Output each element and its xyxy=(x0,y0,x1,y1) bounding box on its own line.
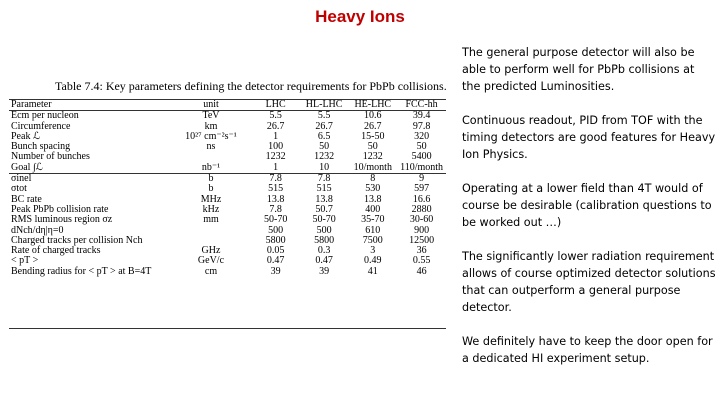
table-row xyxy=(9,174,446,185)
table-cell: Ecm per nucleon xyxy=(11,110,79,122)
table-cell: 100 xyxy=(268,141,284,153)
bullet-list xyxy=(462,44,716,384)
table-cell: 110/month xyxy=(400,161,444,173)
table-cell: 36 xyxy=(416,245,427,257)
table-cell: Bunch spacing xyxy=(11,141,71,153)
table-cell: 5.5 xyxy=(269,110,282,122)
table-cell: b xyxy=(170,174,251,185)
table-cell: 13.8 xyxy=(364,193,382,205)
table-cell: Goal ∫ℒ xyxy=(11,161,43,173)
table-cell: Peak ℒ xyxy=(11,130,41,142)
table-cell: 10/month xyxy=(353,161,392,173)
table-cell: MHz xyxy=(200,193,222,205)
bullet-item: Operating at a lower field than 4T would of course be desirable (calibration questions to be worked out …) xyxy=(462,182,712,229)
table-cell: Number of bunches xyxy=(11,151,90,163)
slide-title: Heavy Ions xyxy=(315,7,405,26)
table-cell: 7.8 xyxy=(269,203,282,215)
bullet-item: Continuous readout, PID from TOF with the timing detectors are good features for Heavy Ion Physics. xyxy=(462,114,716,161)
table-header-cell: Parameter xyxy=(9,100,170,111)
table-cell: 1 xyxy=(273,161,279,173)
table-cell: 500 xyxy=(268,224,284,236)
table-cell: σinel xyxy=(9,174,170,185)
table-cell: 5800 xyxy=(314,234,335,246)
table-cell: 39 xyxy=(270,265,281,277)
table-row xyxy=(9,163,446,174)
table-cell: Charged tracks per collision Nch xyxy=(11,234,143,246)
table-cell: 0.49 xyxy=(364,255,382,267)
table-cell: 8 xyxy=(348,174,397,185)
table-cell: 5.5 xyxy=(317,110,331,122)
table-cell: ns xyxy=(206,141,216,153)
table-header-cell: LHC xyxy=(252,100,300,111)
table-cell: 50 xyxy=(319,141,330,153)
table-cell: 0.05 xyxy=(266,245,285,257)
table-cell: 97.8 xyxy=(412,120,431,132)
table-row xyxy=(9,215,446,225)
table-cell: 10 xyxy=(319,161,330,173)
table-cell: 500 xyxy=(316,224,332,236)
table-cell: 400 xyxy=(365,203,381,215)
table-cell: mm xyxy=(203,214,219,226)
table-header-row xyxy=(9,100,446,111)
table-cell: 7.8 xyxy=(300,174,349,185)
table-cell: 1232 xyxy=(265,151,286,163)
table-cell: 515 xyxy=(316,183,332,195)
table-cell: 50-70 xyxy=(264,214,288,226)
table-caption: Table 7.4: Key parameters defining the detector requirements for PbPb collisions. xyxy=(55,79,447,93)
table-cell: GHz xyxy=(201,245,221,257)
table-cell: 1232 xyxy=(314,151,335,163)
table-cell: 26.7 xyxy=(364,120,382,132)
table-header-cell: unit xyxy=(170,100,251,111)
table-header-cell: HL-LHC xyxy=(300,100,349,111)
table-cell: 46 xyxy=(416,265,427,277)
table-cell: 5400 xyxy=(411,151,432,163)
table-cell: 41 xyxy=(367,265,378,277)
table-cell: 30-60 xyxy=(409,214,434,226)
table-cell: cm xyxy=(204,265,218,277)
table-cell: 16.6 xyxy=(412,193,431,205)
bullet-item: The significantly lower radiation requirement allows of course optimized detector solutions that can outperform a general purpose detector. xyxy=(462,250,716,314)
table-cell: 610 xyxy=(365,224,381,236)
parameters-table xyxy=(9,99,446,329)
table-cell: nb⁻¹ xyxy=(201,161,221,173)
table-cell: TeV xyxy=(202,110,220,122)
table-cell: 9 xyxy=(397,174,446,185)
table-cell: GeV/c xyxy=(197,255,225,267)
table-cell: 10²⁷ cm⁻²s⁻¹ xyxy=(185,130,237,142)
table-header-cell: FCC-hh xyxy=(397,100,446,111)
table-cell: 515 xyxy=(268,183,284,195)
table-cell: 50.7 xyxy=(315,203,333,215)
bullet-item: The general purpose detector will also be able to perform well for PbPb collisions at the predicted Luminosities. xyxy=(462,46,695,93)
table-cell: 39 xyxy=(319,265,330,277)
table-cell xyxy=(170,226,251,236)
table-cell: 35-70 xyxy=(361,214,385,226)
bullet-item: We definitely have to keep the door open for a dedicated HI experiment setup. xyxy=(462,335,713,365)
table-cell: 50-70 xyxy=(312,214,336,226)
table-cell: 13.8 xyxy=(315,193,333,205)
table-cell: 7500 xyxy=(362,234,383,246)
table-cell: 50 xyxy=(367,141,378,153)
table-cell: b xyxy=(208,183,214,195)
table-cell: Circumference xyxy=(11,120,71,132)
table-cell: < pT > xyxy=(11,255,39,267)
table-cell: 900 xyxy=(414,224,430,236)
table-cell: 12500 xyxy=(409,234,435,246)
table-cell: BC rate xyxy=(11,193,42,205)
table-cell: 3 xyxy=(370,245,376,257)
table-cell: 15-50 xyxy=(361,130,385,142)
table-cell: 320 xyxy=(414,130,430,142)
table-cell: 7.8 xyxy=(252,174,300,185)
table-cell: 50 xyxy=(416,141,427,153)
table-header-cell: HE-LHC xyxy=(348,100,397,111)
table-cell: 26.7 xyxy=(266,120,285,132)
table-cell: kHz xyxy=(202,203,220,215)
table-row xyxy=(9,267,446,277)
table-cell: 6.5 xyxy=(317,130,331,142)
table-cell: 2880 xyxy=(411,203,432,215)
table-row xyxy=(9,132,446,142)
table-cell: 10.6 xyxy=(364,110,382,122)
table-cell: 0.55 xyxy=(412,255,431,267)
table-cell: σtot xyxy=(11,183,27,195)
table-cell: Rate of charged tracks xyxy=(11,245,101,257)
table-cell: Peak PbPb collision rate xyxy=(11,203,109,215)
table-cell: 597 xyxy=(414,183,430,195)
table-row xyxy=(9,111,446,122)
table-cell: 0.3 xyxy=(317,245,331,257)
table-cell: 26.7 xyxy=(315,120,333,132)
table-cell: RMS luminous region σz xyxy=(11,214,113,226)
table-cell: 530 xyxy=(365,183,381,195)
table-cell: Bending radius for < pT > at B=4T xyxy=(11,265,152,277)
table-cell: dNch/dη|η=0 xyxy=(11,224,64,236)
table-cell: 5800 xyxy=(265,234,286,246)
table-cell: 1 xyxy=(273,130,279,142)
table-cell: 0.47 xyxy=(315,255,333,267)
table-cell: 1232 xyxy=(362,151,383,163)
table-cell: 39.4 xyxy=(412,110,431,122)
table-cell: km xyxy=(204,120,218,132)
table-cell: 0.47 xyxy=(266,255,285,267)
table-cell: 13.8 xyxy=(266,193,285,205)
